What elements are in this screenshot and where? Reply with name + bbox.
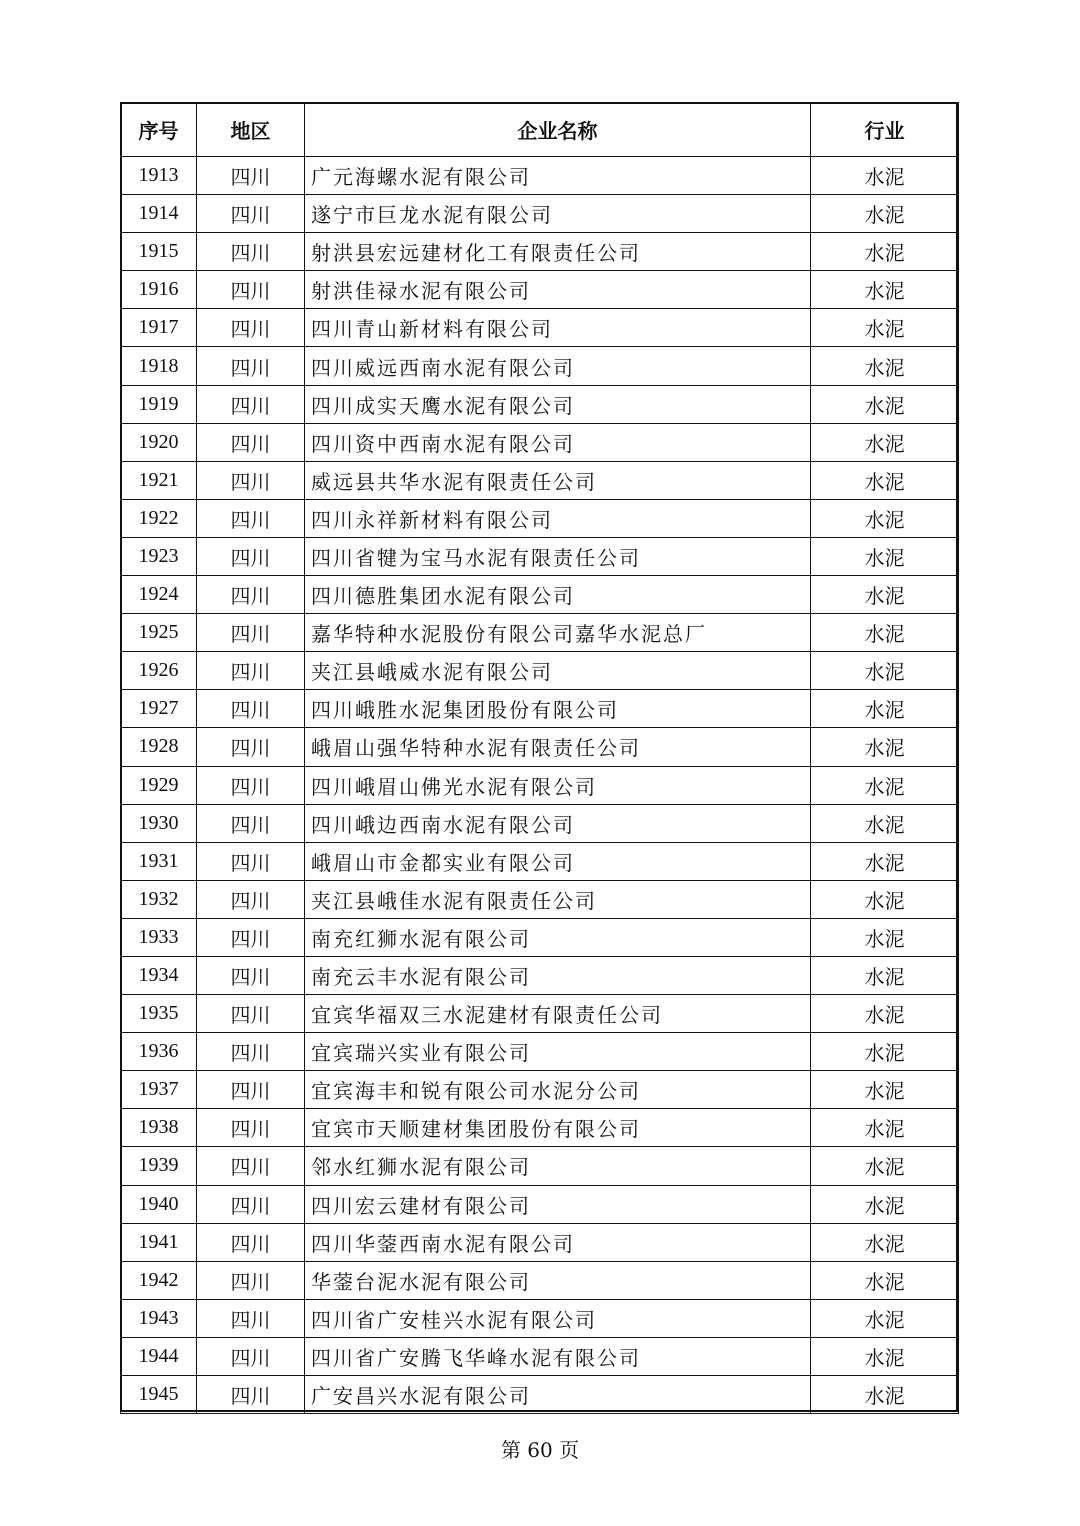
table-row <box>121 157 959 195</box>
row-number-cell: 1925 <box>121 614 197 652</box>
industry-cell: 水泥 <box>811 842 959 880</box>
region-cell: 四川 <box>197 1261 305 1299</box>
company-name-cell: 四川省犍为宝马水泥有限责任公司 <box>305 537 811 575</box>
region-cell: 四川 <box>197 1376 305 1414</box>
company-name-cell: 峨眉山市金都实业有限公司 <box>305 842 811 880</box>
table-row <box>121 690 959 728</box>
row-number-cell: 1920 <box>121 423 197 461</box>
company-name-cell: 四川省广安腾飞华峰水泥有限公司 <box>305 1337 811 1375</box>
industry-cell: 水泥 <box>811 195 959 233</box>
row-number-cell: 1933 <box>121 918 197 956</box>
company-name-cell: 四川威远西南水泥有限公司 <box>305 347 811 385</box>
row-number-cell: 1921 <box>121 461 197 499</box>
industry-cell: 水泥 <box>811 271 959 309</box>
region-cell: 四川 <box>197 499 305 537</box>
region-cell: 四川 <box>197 309 305 347</box>
industry-cell: 水泥 <box>811 499 959 537</box>
header-no: 序号 <box>121 103 197 157</box>
region-cell: 四川 <box>197 766 305 804</box>
table-row <box>121 195 959 233</box>
company-name-cell: 四川青山新材料有限公司 <box>305 309 811 347</box>
row-number-cell: 1943 <box>121 1299 197 1337</box>
table-row <box>121 1033 959 1071</box>
industry-cell: 水泥 <box>811 309 959 347</box>
industry-cell: 水泥 <box>811 1261 959 1299</box>
industry-cell: 水泥 <box>811 728 959 766</box>
row-number-cell: 1928 <box>121 728 197 766</box>
region-cell: 四川 <box>197 347 305 385</box>
region-cell: 四川 <box>197 157 305 195</box>
region-cell: 四川 <box>197 1109 305 1147</box>
row-number-cell: 1941 <box>121 1223 197 1261</box>
industry-cell: 水泥 <box>811 1147 959 1185</box>
industry-cell: 水泥 <box>811 918 959 956</box>
page-number: 第 60 页 <box>500 1438 580 1462</box>
header-row <box>121 103 959 157</box>
enterprise-table <box>120 102 959 1414</box>
region-cell: 四川 <box>197 576 305 614</box>
row-number-cell: 1923 <box>121 537 197 575</box>
region-cell: 四川 <box>197 1185 305 1223</box>
table-row <box>121 728 959 766</box>
industry-cell: 水泥 <box>811 995 959 1033</box>
row-number-cell: 1929 <box>121 766 197 804</box>
table-header <box>121 103 959 157</box>
industry-cell: 水泥 <box>811 804 959 842</box>
table-row <box>121 1109 959 1147</box>
company-name-cell: 夹江县峨威水泥有限公司 <box>305 652 811 690</box>
industry-cell: 水泥 <box>811 1185 959 1223</box>
table-row <box>121 880 959 918</box>
table-row <box>121 576 959 614</box>
industry-cell: 水泥 <box>811 1033 959 1071</box>
table-row <box>121 309 959 347</box>
table-row <box>121 271 959 309</box>
row-number-cell: 1919 <box>121 385 197 423</box>
region-cell: 四川 <box>197 1223 305 1261</box>
row-number-cell: 1913 <box>121 157 197 195</box>
industry-cell: 水泥 <box>811 423 959 461</box>
region-cell: 四川 <box>197 918 305 956</box>
industry-cell: 水泥 <box>811 537 959 575</box>
table-row <box>121 1337 959 1375</box>
industry-cell: 水泥 <box>811 690 959 728</box>
company-name-cell: 四川华蓥西南水泥有限公司 <box>305 1223 811 1261</box>
company-name-cell: 宜宾华福双三水泥建材有限责任公司 <box>305 995 811 1033</box>
region-cell: 四川 <box>197 423 305 461</box>
company-name-cell: 四川宏云建材有限公司 <box>305 1185 811 1223</box>
company-name-cell: 宜宾瑞兴实业有限公司 <box>305 1033 811 1071</box>
industry-cell: 水泥 <box>811 880 959 918</box>
header-company: 企业名称 <box>305 103 811 157</box>
table-row <box>121 537 959 575</box>
industry-cell: 水泥 <box>811 347 959 385</box>
row-number-cell: 1930 <box>121 804 197 842</box>
table-row <box>121 1261 959 1299</box>
row-number-cell: 1936 <box>121 1033 197 1071</box>
company-name-cell: 四川峨胜水泥集团股份有限公司 <box>305 690 811 728</box>
company-name-cell: 射洪县宏远建材化工有限责任公司 <box>305 233 811 271</box>
row-number-cell: 1916 <box>121 271 197 309</box>
row-number-cell: 1942 <box>121 1261 197 1299</box>
table-row <box>121 804 959 842</box>
table-row <box>121 1376 959 1414</box>
row-number-cell: 1918 <box>121 347 197 385</box>
company-name-cell: 四川省广安桂兴水泥有限公司 <box>305 1299 811 1337</box>
row-number-cell: 1938 <box>121 1109 197 1147</box>
industry-cell: 水泥 <box>811 956 959 994</box>
industry-cell: 水泥 <box>811 576 959 614</box>
region-cell: 四川 <box>197 1147 305 1185</box>
table-row <box>121 1299 959 1337</box>
industry-cell: 水泥 <box>811 1299 959 1337</box>
region-cell: 四川 <box>197 1071 305 1109</box>
row-number-cell: 1922 <box>121 499 197 537</box>
company-name-cell: 射洪佳禄水泥有限公司 <box>305 271 811 309</box>
table-row <box>121 766 959 804</box>
row-number-cell: 1931 <box>121 842 197 880</box>
row-number-cell: 1917 <box>121 309 197 347</box>
industry-cell: 水泥 <box>811 1337 959 1375</box>
row-number-cell: 1914 <box>121 195 197 233</box>
table-row <box>121 956 959 994</box>
table-row <box>121 385 959 423</box>
row-number-cell: 1915 <box>121 233 197 271</box>
table-row <box>121 652 959 690</box>
row-number-cell: 1935 <box>121 995 197 1033</box>
region-cell: 四川 <box>197 804 305 842</box>
table-row <box>121 1147 959 1185</box>
industry-cell: 水泥 <box>811 766 959 804</box>
region-cell: 四川 <box>197 195 305 233</box>
row-number-cell: 1932 <box>121 880 197 918</box>
header-industry: 行业 <box>811 103 959 157</box>
row-number-cell: 1924 <box>121 576 197 614</box>
company-name-cell: 峨眉山强华特种水泥有限责任公司 <box>305 728 811 766</box>
table-row <box>121 1071 959 1109</box>
region-cell: 四川 <box>197 233 305 271</box>
row-number-cell: 1945 <box>121 1376 197 1414</box>
company-name-cell: 威远县共华水泥有限责任公司 <box>305 461 811 499</box>
region-cell: 四川 <box>197 385 305 423</box>
industry-cell: 水泥 <box>811 614 959 652</box>
industry-cell: 水泥 <box>811 1223 959 1261</box>
region-cell: 四川 <box>197 728 305 766</box>
table-row <box>121 614 959 652</box>
region-cell: 四川 <box>197 1337 305 1375</box>
company-name-cell: 四川峨眉山佛光水泥有限公司 <box>305 766 811 804</box>
region-cell: 四川 <box>197 271 305 309</box>
row-number-cell: 1926 <box>121 652 197 690</box>
row-number-cell: 1944 <box>121 1337 197 1375</box>
company-name-cell: 四川成实天鹰水泥有限公司 <box>305 385 811 423</box>
region-cell: 四川 <box>197 1299 305 1337</box>
company-name-cell: 四川德胜集团水泥有限公司 <box>305 576 811 614</box>
company-name-cell: 南充云丰水泥有限公司 <box>305 956 811 994</box>
table-row <box>121 842 959 880</box>
industry-cell: 水泥 <box>811 157 959 195</box>
company-name-cell: 夹江县峨佳水泥有限责任公司 <box>305 880 811 918</box>
industry-cell: 水泥 <box>811 1376 959 1414</box>
table-row <box>121 499 959 537</box>
industry-cell: 水泥 <box>811 652 959 690</box>
region-cell: 四川 <box>197 1033 305 1071</box>
row-number-cell: 1934 <box>121 956 197 994</box>
region-cell: 四川 <box>197 461 305 499</box>
company-name-cell: 广安昌兴水泥有限公司 <box>305 1376 811 1414</box>
region-cell: 四川 <box>197 995 305 1033</box>
company-name-cell: 南充红狮水泥有限公司 <box>305 918 811 956</box>
region-cell: 四川 <box>197 537 305 575</box>
industry-cell: 水泥 <box>811 233 959 271</box>
company-name-cell: 华蓥台泥水泥有限公司 <box>305 1261 811 1299</box>
table-row <box>121 918 959 956</box>
industry-cell: 水泥 <box>811 385 959 423</box>
region-cell: 四川 <box>197 652 305 690</box>
table-row <box>121 1223 959 1261</box>
region-cell: 四川 <box>197 614 305 652</box>
region-cell: 四川 <box>197 956 305 994</box>
region-cell: 四川 <box>197 880 305 918</box>
table-row <box>121 233 959 271</box>
table-row <box>121 1185 959 1223</box>
industry-cell: 水泥 <box>811 1109 959 1147</box>
company-name-cell: 广元海螺水泥有限公司 <box>305 157 811 195</box>
company-name-cell: 四川峨边西南水泥有限公司 <box>305 804 811 842</box>
row-number-cell: 1940 <box>121 1185 197 1223</box>
company-name-cell: 四川资中西南水泥有限公司 <box>305 423 811 461</box>
company-name-cell: 宜宾市天顺建材集团股份有限公司 <box>305 1109 811 1147</box>
region-cell: 四川 <box>197 690 305 728</box>
company-name-cell: 邻水红狮水泥有限公司 <box>305 1147 811 1185</box>
row-number-cell: 1937 <box>121 1071 197 1109</box>
industry-cell: 水泥 <box>811 461 959 499</box>
company-name-cell: 嘉华特种水泥股份有限公司嘉华水泥总厂 <box>305 614 811 652</box>
company-name-cell: 四川永祥新材料有限公司 <box>305 499 811 537</box>
row-number-cell: 1927 <box>121 690 197 728</box>
header-region: 地区 <box>197 103 305 157</box>
table-row <box>121 995 959 1033</box>
row-number-cell: 1939 <box>121 1147 197 1185</box>
table-row <box>121 461 959 499</box>
company-name-cell: 遂宁市巨龙水泥有限公司 <box>305 195 811 233</box>
company-name-cell: 宜宾海丰和锐有限公司水泥分公司 <box>305 1071 811 1109</box>
region-cell: 四川 <box>197 842 305 880</box>
table-row <box>121 423 959 461</box>
table-body <box>121 157 959 1414</box>
industry-cell: 水泥 <box>811 1071 959 1109</box>
table-row <box>121 347 959 385</box>
